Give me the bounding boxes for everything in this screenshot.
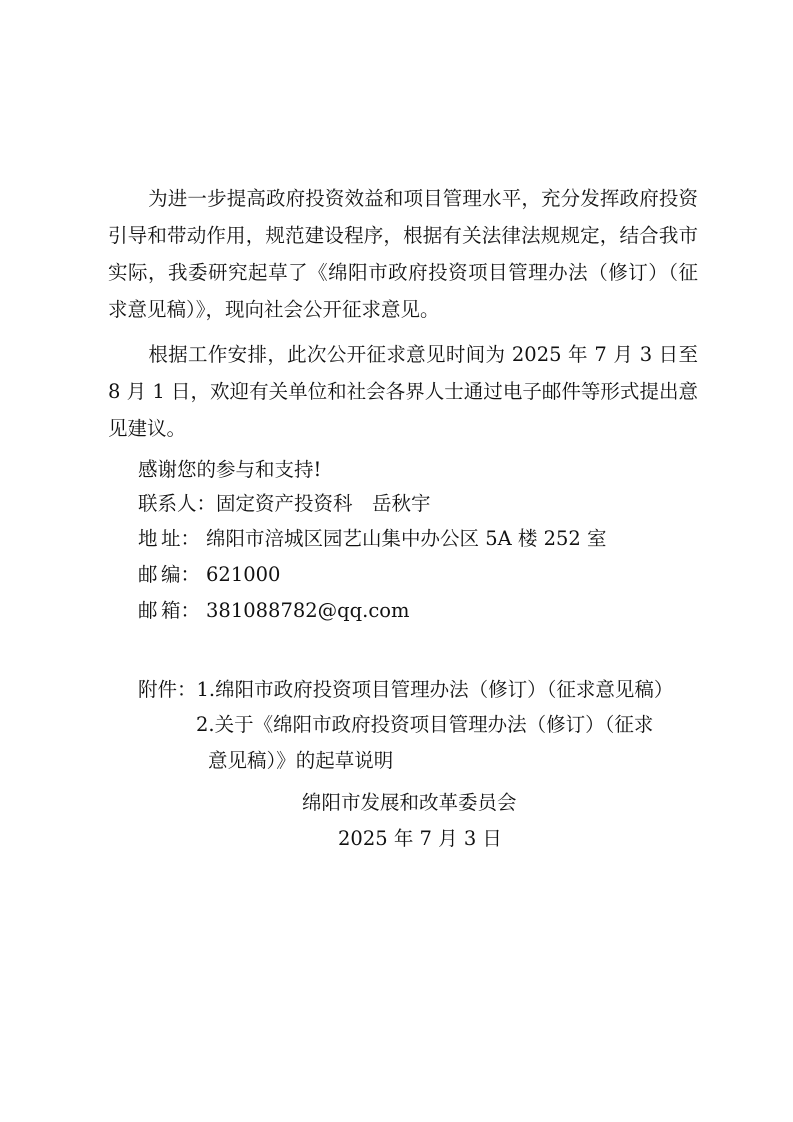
postcode-value: 621000: [206, 563, 281, 586]
intro-paragraph-text: 为进一步提高政府投资效益和项目管理水平，充分发挥政府投资引导和带动作用，规范建设程序，根据有关法律法规规定，结合我市实际，我委研究起草了《绵阳市政府投资项目管理办法（修订）（征求意见稿）》，现向社会公开征求意见。: [108, 187, 698, 321]
address-label: [138, 520, 200, 557]
address-row: [138, 520, 607, 557]
postcode-label: [138, 556, 200, 593]
contact-person-row: [138, 485, 431, 522]
attachment-item-2: 2.关于《绵阳市政府投资项目管理办法（修订）（征求: [196, 713, 654, 736]
email-label: [138, 592, 200, 629]
intro-paragraph: [108, 180, 698, 328]
thanks-line: 感谢您的参与和支持!: [138, 458, 322, 481]
address-value: 绵阳市涪城区园艺山集中办公区 5A 楼 252 室: [206, 527, 607, 550]
contact-person-label: 联系人：: [138, 492, 217, 515]
attachment-item-1: 1.绵阳市政府投资项目管理办法（修订）（征求意见稿）: [196, 678, 674, 701]
attachment-item-1-row: [138, 671, 673, 708]
email-label-char: 邮: [138, 599, 158, 622]
address-label-char: 址：: [160, 527, 200, 550]
email-label-char: 箱：: [160, 599, 200, 622]
postcode-label-char: 邮: [138, 563, 158, 586]
signature-date: 2025 年 7 月 3 日: [338, 827, 502, 850]
postcode-label-char: 编：: [160, 563, 200, 586]
signature-organization: 绵阳市发展和改革委员会: [302, 791, 517, 814]
schedule-paragraph: [108, 336, 698, 447]
attachment-item-2-continued: 意见稿）》的起草说明: [208, 749, 394, 772]
postcode-row: [138, 556, 280, 593]
address-label-char: 地: [138, 527, 158, 550]
schedule-paragraph-text: 根据工作安排，此次公开征求意见时间为 2025 年 7 月 3 日至 8 月 1 日，欢迎有关单位和社会各界人士通过电子邮件等形式提出意见建议。: [108, 343, 698, 440]
email-value: 381088782@qq.com: [206, 599, 410, 622]
attachments-label: 附件：: [138, 678, 197, 701]
contact-person-value: 固定资产投资科 岳秋宇: [216, 492, 431, 515]
email-row: [138, 592, 409, 629]
